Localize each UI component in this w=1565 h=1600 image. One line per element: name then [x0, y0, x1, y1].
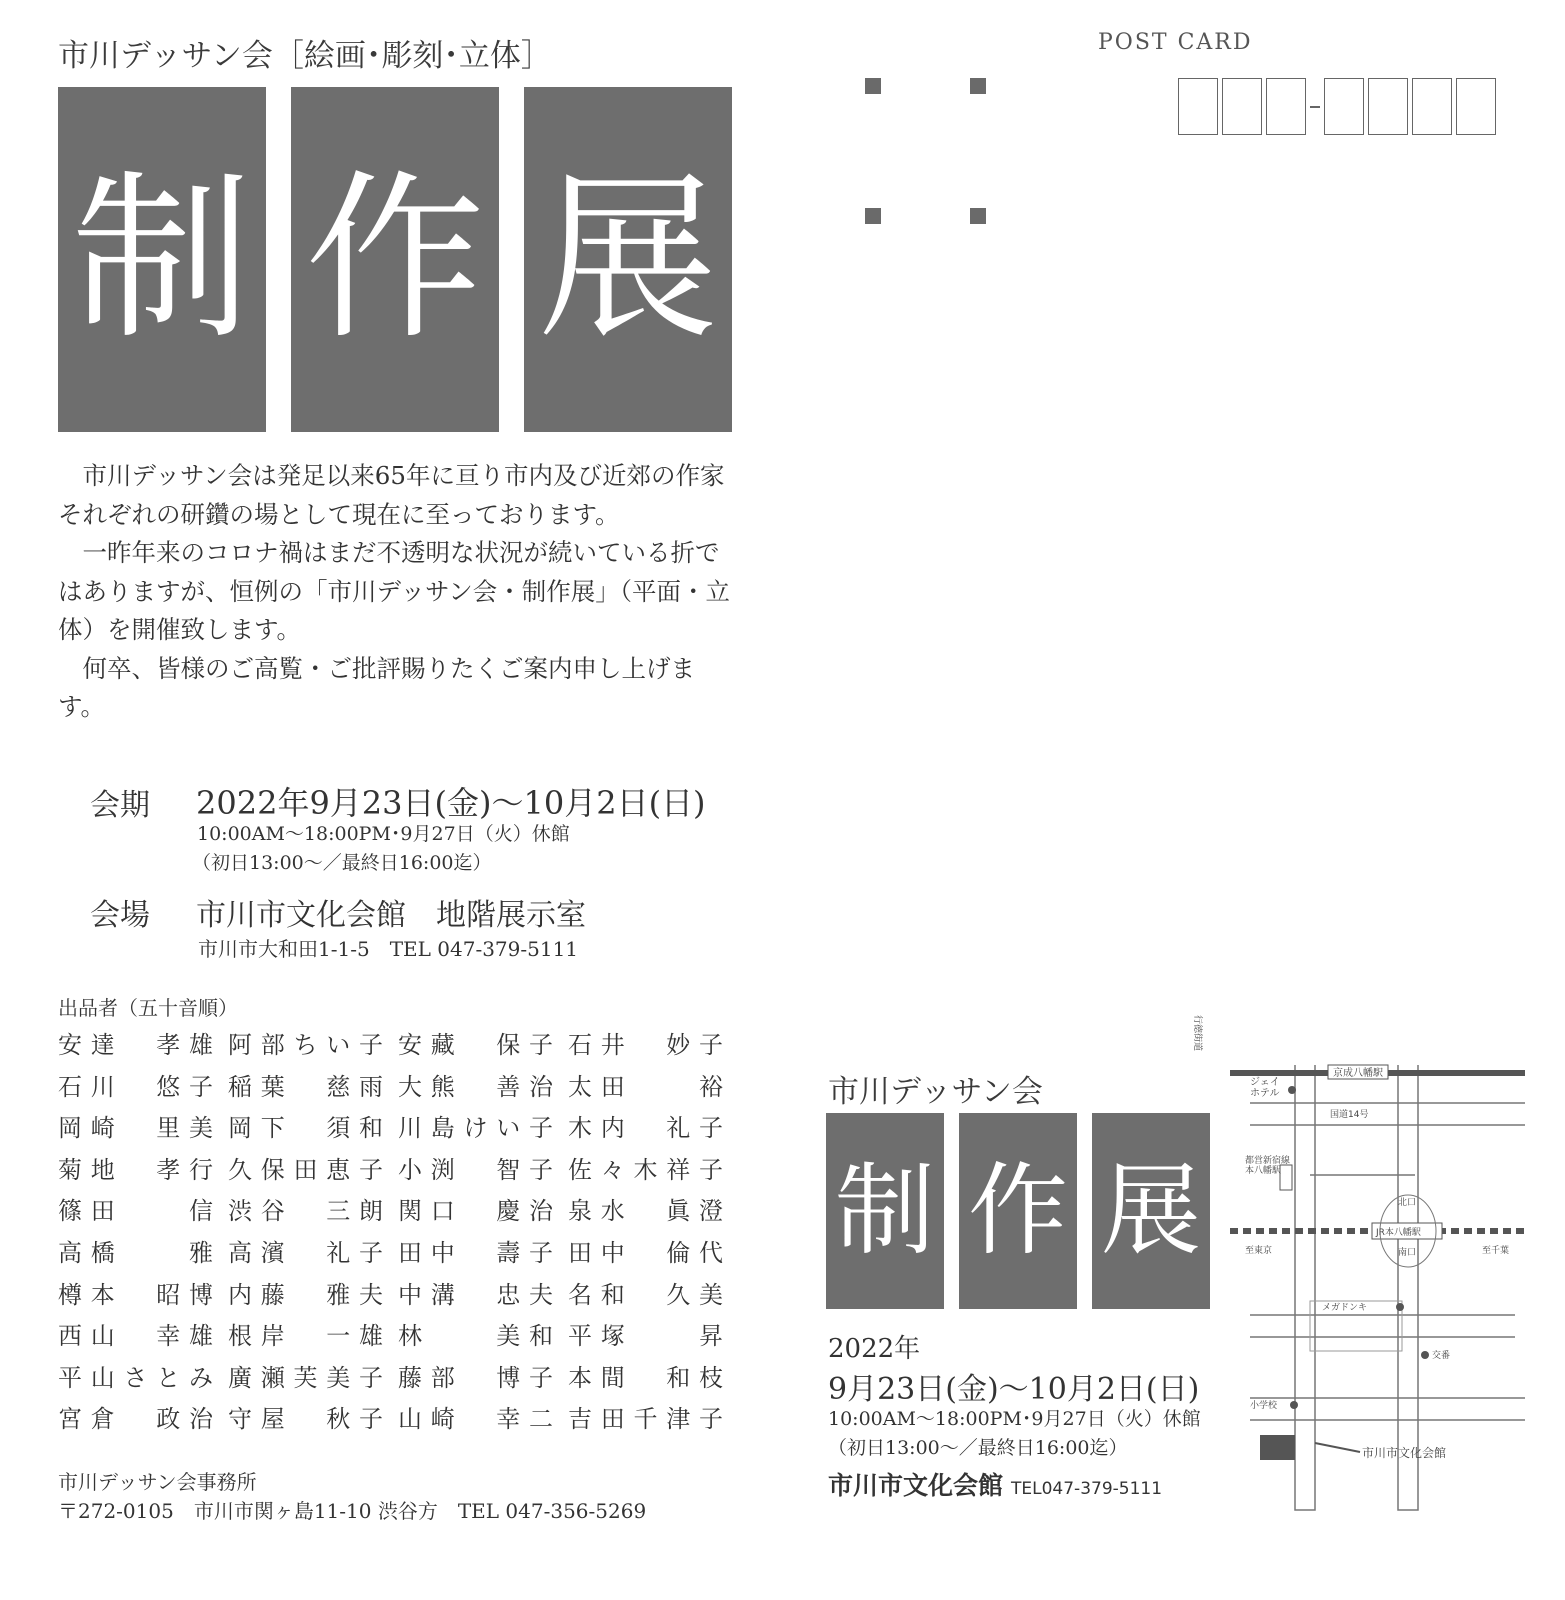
stamp-mark: [865, 78, 881, 94]
period-label: 会期: [90, 788, 150, 823]
exhibitor-name: 平山さとみ: [58, 1363, 213, 1392]
map-road: [1250, 1103, 1525, 1125]
map-label-south: 南口: [1398, 1248, 1417, 1258]
exhibitor-name: 大熊 善治: [398, 1072, 553, 1101]
postal-code-boxes: [1178, 78, 1500, 135]
period-date: 2022年9月23日(金)〜10月2日(日): [196, 784, 706, 822]
postcard-title-char: 作: [959, 1113, 1077, 1309]
exhibitor-name: 篠田 信: [58, 1197, 213, 1226]
exhibitor-name: 関口 慶治: [398, 1197, 553, 1226]
map-label-route14: 国道14号: [1330, 1110, 1369, 1120]
map-label-police: 交番: [1432, 1351, 1451, 1361]
period-hours: 10:00AM〜18:00PM･9月27日（火）休館: [197, 823, 570, 845]
exhibitor-name: 吉田千津子: [568, 1405, 723, 1434]
exhibitor-name: 太田 裕: [568, 1072, 723, 1101]
postcard-org: 市川デッサン会: [828, 1074, 1043, 1110]
flyer-subtitle: 市川デッサン会［絵画･彫刻･立体］: [58, 38, 552, 74]
exhibitor-name: 稲葉 慈雨: [228, 1072, 383, 1101]
postcard-venue: [828, 1466, 1162, 1502]
postal-code-box: [1368, 78, 1408, 135]
postcard-year: 2022年: [828, 1334, 921, 1364]
hall-block: [1260, 1435, 1295, 1460]
exhibitor-name: 根岸 一雄: [228, 1322, 383, 1351]
intro-paragraph: 一昨年来のコロナ禍はまだ不透明な状況が続いている折ではありますが、恒例の「市川デッサン会・制作展」（平面・立体）を開催致します。: [58, 538, 731, 644]
exhibitor-name: 岡下 須和: [228, 1114, 383, 1143]
map-label-hall: 市川市文化会館: [1362, 1446, 1447, 1460]
intro-paragraph: 市川デッサン会は発足以来65年に亘り市内及び近郊の作家それぞれの研鑽の場として現在に至っております。: [58, 461, 725, 529]
postal-code-box: [1412, 78, 1452, 135]
postcard-hours: 10:00AM〜18:00PM･9月27日（火）休館: [828, 1408, 1201, 1430]
exhibitor-name: 宮倉 政治: [58, 1405, 213, 1434]
exhibitor-name: 高橋 雅: [58, 1238, 213, 1267]
exhibitor-name: 守屋 秋子: [228, 1405, 383, 1434]
stamp-mark: [865, 208, 881, 224]
exhibitor-name: 平塚 昇: [568, 1322, 723, 1351]
school-marker: [1290, 1401, 1298, 1409]
map-label-gyotoku: 行徳街道: [1192, 1015, 1202, 1052]
title-char-2: 作: [291, 87, 499, 432]
hotel-marker: [1288, 1086, 1296, 1094]
postal-code-box: [1324, 78, 1364, 135]
map-road: [1250, 1398, 1525, 1420]
office-address: 〒272-0105 市川市関ヶ島11-10 渋谷方 TEL 047-356-5269: [58, 1499, 647, 1523]
exhibitor-name: 菊地 孝行: [58, 1155, 213, 1184]
flyer-title: [58, 87, 732, 432]
title-char-1: 制: [58, 87, 266, 432]
exhibitor-name: 石井 妙子: [568, 1031, 723, 1059]
map-label-school: 小学校: [1250, 1401, 1278, 1411]
map-label-keisei: 京成八幡駅: [1333, 1068, 1383, 1079]
stamp-mark: [970, 208, 986, 224]
postcard-tel: TEL047-379-5111: [1011, 1479, 1163, 1499]
exhibitor-name: 久保田恵子: [228, 1155, 383, 1184]
megadonki-marker: [1396, 1303, 1404, 1311]
toei-station-box: [1280, 1165, 1292, 1190]
postcard-date: 9月23日(金)〜10月2日(日): [828, 1372, 1200, 1407]
exhibitor-name: 岡崎 里美: [58, 1114, 213, 1143]
exhibitor-name: 小渕 智子: [398, 1155, 553, 1184]
intro-paragraph: 何卒、皆様のご高覧・ご批評賜りたくご案内申し上げます。: [58, 653, 695, 721]
postcard-title: [826, 1113, 1210, 1309]
exhibitor-name: 廣瀬芙美子: [228, 1363, 383, 1392]
exhibitor-name: 阿部ちい子: [228, 1031, 383, 1059]
postcard-title-char: 制: [826, 1113, 944, 1309]
postcard-title-char: 展: [1092, 1113, 1210, 1309]
exhibitor-name: 本間 和枝: [568, 1363, 723, 1392]
postal-code-box: [1178, 78, 1218, 135]
map-label-chiba: 至千葉: [1482, 1246, 1510, 1256]
hall-pointer: [1315, 1443, 1360, 1452]
map-label-toei: 都営新宿線本八幡駅: [1245, 1156, 1291, 1176]
map-road: [1250, 1315, 1515, 1337]
postcard-note: （初日13:00〜／最終日16:00迄）: [828, 1437, 1128, 1459]
exhibitor-name: 藤部 博子: [398, 1363, 553, 1392]
exhibitor-name: 佐々木祥子: [568, 1155, 723, 1184]
intro-text: [58, 457, 738, 727]
map-label-hotel: ジェイホテル: [1250, 1077, 1280, 1099]
exhibitors-heading: 出品者（五十音順）: [58, 996, 238, 1020]
exhibitor-name: 泉水 眞澄: [568, 1197, 723, 1226]
exhibitor-name: 石川 悠子: [58, 1072, 213, 1101]
period-note: （初日13:00〜／最終日16:00迄）: [192, 852, 492, 874]
police-marker: [1421, 1351, 1429, 1359]
exhibitor-name: 名和 久美: [568, 1280, 723, 1309]
exhibitor-name: 林 美和: [398, 1322, 553, 1351]
postal-code-box: [1266, 78, 1306, 135]
exhibitor-name: 山崎 幸二: [398, 1405, 553, 1434]
exhibitor-name: 安達 孝雄: [58, 1031, 213, 1059]
exhibitor-name: 田中 倫代: [568, 1238, 723, 1267]
map-label-north: 北口: [1398, 1198, 1417, 1208]
map-road: [1295, 1065, 1315, 1510]
exhibitors-list: [58, 1025, 738, 1441]
map-label-megadonki: メガドンキ: [1322, 1303, 1368, 1313]
office-name: 市川デッサン会事務所: [58, 1470, 257, 1494]
exhibitor-name: 樽本 昭博: [58, 1280, 213, 1309]
map-label-tokyo: 至東京: [1245, 1246, 1273, 1256]
exhibitor-name: 安藏 保子: [398, 1031, 553, 1059]
venue-name: 市川市文化会館 地階展示室: [196, 898, 586, 933]
map-road: [1398, 1065, 1418, 1510]
postal-code-dash: [1310, 106, 1320, 108]
stamp-mark: [970, 78, 986, 94]
exhibitor-name: 渋谷 三朗: [228, 1197, 383, 1226]
title-char-3: 展: [524, 87, 732, 432]
venue-label: 会場: [90, 898, 150, 933]
postcard-venue-name: 市川市文化会館: [828, 1471, 1004, 1500]
exhibitor-name: 中溝 忠夫: [398, 1280, 553, 1309]
exhibitor-name: 田中 壽子: [398, 1238, 553, 1267]
postal-code-box: [1456, 78, 1496, 135]
exhibitor-name: 高濱 礼子: [228, 1238, 383, 1267]
postal-code-box: [1222, 78, 1262, 135]
exhibitor-name: 木内 礼子: [568, 1114, 723, 1143]
venue-address: 市川市大和田1-1-5 TEL 047-379-5111: [198, 937, 579, 961]
exhibitor-name: 内藤 雅夫: [228, 1280, 383, 1309]
postcard-label: POST CARD: [1098, 30, 1253, 55]
exhibitor-name: 川島けい子: [398, 1114, 553, 1143]
map-label-jr: JR本八幡駅: [1376, 1228, 1421, 1238]
exhibitor-name: 西山 幸雄: [58, 1322, 213, 1351]
access-map: [1192, 1015, 1525, 1510]
